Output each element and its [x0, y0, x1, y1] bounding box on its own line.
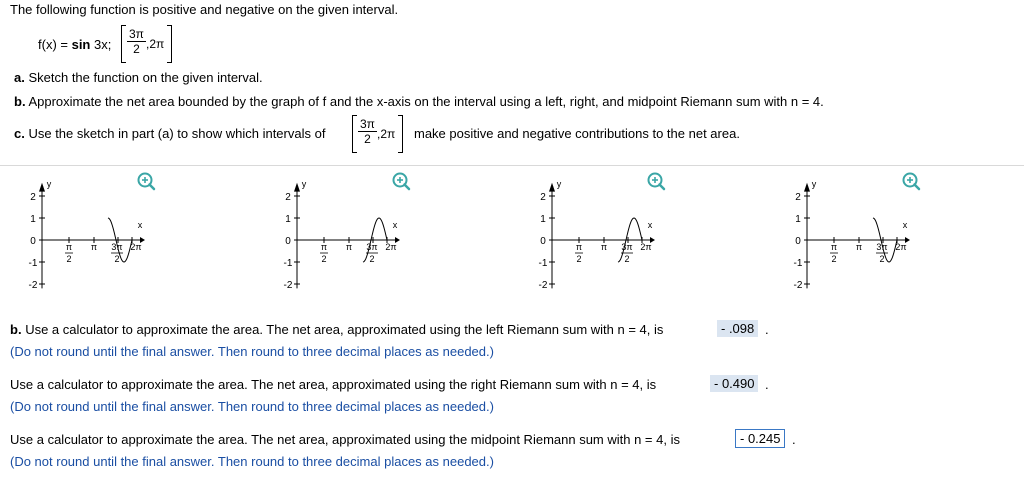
y-tick-label: -1	[793, 258, 803, 269]
part-c-text-after: make positive and negative contributions to the net area.	[414, 126, 740, 141]
x-tick-pi-half-den: 2	[321, 254, 327, 264]
answer-midpoint-hint: (Do not round until the final answer. Then round to three decimal places as needed.)	[10, 454, 494, 469]
x-tick-3pi-half-den: 2	[369, 254, 375, 264]
part-b-text: Approximate the net area bounded by the graph of f and the x-axis on the interval using a left, right, and midpoint Riemann sum with n = 4.	[28, 94, 824, 109]
x-tick-pi-half-num: π	[830, 242, 838, 252]
answer-left-value[interactable]: - .098	[717, 320, 758, 337]
function-name: sin	[71, 37, 91, 52]
c-interval-left-fraction	[358, 117, 377, 146]
x-tick-pi: π	[600, 242, 608, 252]
y-tick-label: -1	[28, 258, 38, 269]
x-tick-pi-half-den: 2	[66, 254, 72, 264]
graph-option-1[interactable]	[8, 168, 248, 296]
graph-plot	[263, 168, 503, 293]
x-tick-pi-half-num: π	[320, 242, 328, 252]
c-interval-bracket-right	[398, 115, 403, 153]
y-tick-label: -2	[283, 280, 293, 291]
x-axis-label: x	[392, 220, 398, 230]
y-axis-arrow	[804, 183, 810, 192]
fraction-denominator: 2	[364, 132, 371, 146]
answer-right-hint: (Do not round until the final answer. Then round to three decimal places as needed.)	[10, 399, 494, 414]
zoom-handle	[405, 185, 410, 190]
x-tick-pi-half-den: 2	[831, 254, 837, 264]
y-tick-label: 0	[795, 236, 801, 247]
answer-text: Use a calculator to approximate the area. The net area, approximated using the right Riemann sum with n = 4, is	[10, 377, 657, 392]
y-tick-label: 1	[540, 214, 546, 225]
y-tick-label: 0	[30, 236, 36, 247]
y-tick-label: 0	[285, 236, 291, 247]
y-tick-label: 1	[795, 214, 801, 225]
answer-label: b.	[10, 322, 22, 337]
x-tick-2pi: 2π	[895, 242, 907, 252]
y-tick-label: 0	[540, 236, 546, 247]
y-axis-label: y	[46, 179, 52, 189]
zoom-handle	[150, 185, 155, 190]
y-tick-label: -2	[793, 280, 803, 291]
graph-plot	[8, 168, 248, 293]
graph-plot	[773, 168, 1013, 293]
x-axis-label: x	[137, 220, 143, 230]
fraction-denominator: 2	[133, 42, 140, 56]
interval-left-fraction	[127, 27, 146, 56]
c-interval-right: ,2π	[377, 127, 396, 141]
y-axis-arrow	[39, 183, 45, 192]
x-tick-pi: π	[345, 242, 353, 252]
x-tick-3pi-half-num: 3π	[621, 242, 633, 252]
x-tick-2pi: 2π	[130, 242, 142, 252]
x-tick-pi-half-den: 2	[576, 254, 582, 264]
x-tick-pi-half-num: π	[575, 242, 583, 252]
function-label: f(x) =	[38, 37, 72, 52]
y-tick-label: -1	[538, 258, 548, 269]
y-axis-label: y	[556, 179, 562, 189]
part-a-text: Sketch the function on the given interval.	[28, 70, 263, 85]
y-tick-label: 2	[795, 192, 801, 203]
x-tick-2pi: 2π	[385, 242, 397, 252]
part-c-text-before: Use the sketch in part (a) to show which intervals of	[28, 126, 326, 141]
answer-right-value[interactable]: - 0.490	[710, 375, 758, 392]
graph-option-2[interactable]	[263, 168, 503, 296]
answer-period: .	[765, 377, 769, 392]
y-tick-label: 1	[285, 214, 291, 225]
part-b	[14, 94, 824, 109]
x-tick-3pi-half-num: 3π	[876, 242, 888, 252]
fraction-numerator: 3π	[360, 117, 375, 131]
zoom-handle	[660, 185, 665, 190]
answer-right-row	[10, 377, 656, 392]
answer-period: .	[792, 432, 796, 447]
y-axis-arrow	[294, 183, 300, 192]
x-tick-pi: π	[90, 242, 98, 252]
y-tick-label: -2	[538, 280, 548, 291]
interval-bracket-right	[167, 25, 172, 63]
x-axis-label: x	[902, 220, 908, 230]
x-tick-3pi-half-num: 3π	[366, 242, 378, 252]
x-tick-3pi-half-den: 2	[624, 254, 630, 264]
part-a	[14, 70, 263, 85]
part-c-label: c.	[14, 126, 25, 141]
function-arg: 3x;	[90, 37, 112, 52]
answer-left-row	[10, 322, 663, 337]
answer-period: .	[765, 322, 769, 337]
part-c	[14, 126, 325, 141]
y-axis-label: y	[811, 179, 817, 189]
answer-text: Use a calculator to approximate the area. The net area, approximated using the left Riemann sum with n = 4, is	[25, 322, 664, 337]
graph-option-3[interactable]	[518, 168, 758, 296]
part-a-label: a.	[14, 70, 25, 85]
x-tick-pi-half-num: π	[65, 242, 73, 252]
interval-right: ,2π	[146, 37, 165, 51]
interval-bracket-left	[121, 25, 126, 63]
part-b-label: b.	[14, 94, 26, 109]
answer-midpoint-row	[10, 432, 680, 447]
y-tick-label: -2	[28, 280, 38, 291]
y-tick-label: 2	[30, 192, 36, 203]
x-tick-3pi-half-den: 2	[114, 254, 120, 264]
zoom-handle	[915, 185, 920, 190]
c-interval-bracket-left	[352, 115, 357, 153]
intro-text: The following function is positive and negative on the given interval.	[10, 2, 399, 17]
y-axis-label: y	[301, 179, 307, 189]
y-tick-label: 2	[540, 192, 546, 203]
x-axis-label: x	[647, 220, 653, 230]
y-tick-label: -1	[283, 258, 293, 269]
answer-midpoint-value[interactable]: - 0.245	[735, 429, 785, 448]
answer-text: Use a calculator to approximate the area. The net area, approximated using the midpoint Riemann sum with n = 4, is	[10, 432, 680, 447]
y-tick-label: 2	[285, 192, 291, 203]
x-tick-3pi-half-den: 2	[879, 254, 885, 264]
graph-option-4[interactable]	[773, 168, 1013, 296]
y-axis-arrow	[549, 183, 555, 192]
fraction-numerator: 3π	[129, 27, 144, 41]
x-tick-2pi: 2π	[640, 242, 652, 252]
x-tick-3pi-half-num: 3π	[111, 242, 123, 252]
function-definition	[38, 37, 111, 52]
graph-plot	[518, 168, 758, 293]
x-tick-pi: π	[855, 242, 863, 252]
y-tick-label: 1	[30, 214, 36, 225]
answer-left-hint: (Do not round until the final answer. Then round to three decimal places as needed.)	[10, 344, 494, 359]
section-divider	[0, 165, 1024, 166]
